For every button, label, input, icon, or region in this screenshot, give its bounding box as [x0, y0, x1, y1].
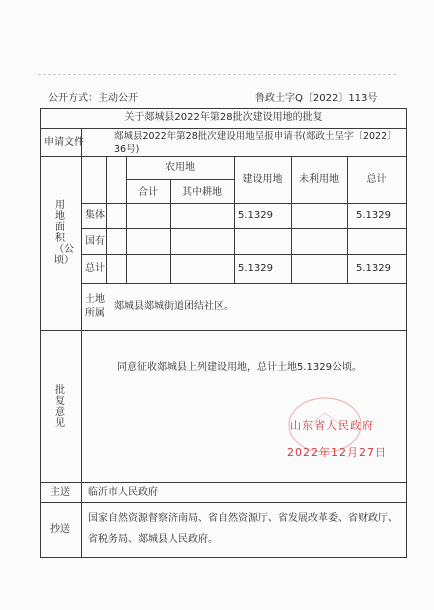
- cell-construction: 5.1329: [238, 263, 273, 274]
- copy-send-label: 抄送: [50, 524, 70, 535]
- signer: 山东省人民政府: [290, 419, 374, 432]
- publicity-mode: 公开方式：主动公开: [48, 93, 138, 104]
- approval-text: 同意征收郯城县上列建设用地，总计土地5.1329公顷。: [117, 362, 362, 373]
- cell-construction: 5.1329: [238, 210, 273, 221]
- land-area-side-label: 用地面积（公顷）: [54, 200, 74, 266]
- row-label: 集体: [85, 210, 105, 221]
- row-label: 总计: [85, 263, 105, 274]
- row-label: 国有: [85, 236, 105, 247]
- approval-date: 2022年12月27日: [287, 446, 387, 459]
- copy-send-line1: 国家自然资源督察济南局、省自然资源厅、省发展改革委、省财政厅、: [88, 513, 398, 524]
- location-value: 郯城县郯城街道团结社区。: [114, 301, 234, 312]
- col-total: 总计: [366, 174, 387, 185]
- cell-total: 5.1329: [356, 263, 391, 274]
- col-subtotal: 合计: [138, 187, 158, 198]
- main-send-value: 临沂市人民政府: [88, 487, 158, 498]
- document-number: 鲁政土字Q〔2022〕113号: [255, 93, 378, 104]
- application-label: 申请文件: [44, 137, 84, 148]
- approval-side-label: 批复意见: [55, 385, 65, 429]
- document-title: 关于郯城县2022年第28批次建设用地的批复: [124, 112, 323, 123]
- main-send-label: 主送: [50, 487, 70, 498]
- location-label-line1: 土地: [85, 294, 105, 305]
- farmland-header: 农用地: [165, 162, 195, 173]
- header-separator: [38, 74, 396, 75]
- col-unused: 未利用地: [299, 174, 339, 185]
- application-value-line1: 郯城县2022年第28批次建设用地呈报申请书(郯政土呈字〔2022〕: [114, 131, 397, 142]
- col-arable: 其中耕地: [182, 187, 222, 198]
- location-label-line2: 所属: [85, 308, 105, 319]
- col-construction: 建设用地: [242, 174, 283, 185]
- application-value-line2: 36号): [114, 144, 140, 155]
- copy-send-line2: 省税务局、郯城县人民政府。: [88, 534, 218, 545]
- cell-total: 5.1329: [356, 210, 391, 221]
